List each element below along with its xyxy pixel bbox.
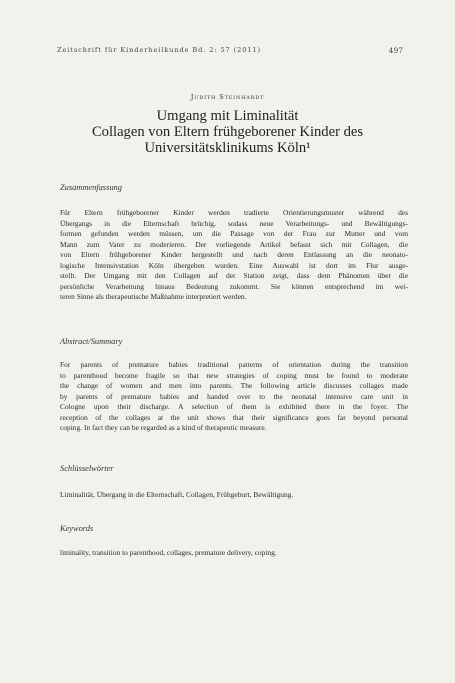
- section-heading-abstract: Abstract/Summary: [60, 337, 123, 346]
- journal-citation: Zeitschrift für Kinderheilkunde Bd. 2: 57 (2011): [57, 46, 261, 54]
- title-line: Umgang mit Liminalität: [156, 108, 299, 124]
- page-number: 497: [388, 46, 403, 55]
- text-line: coping. In fact they can be regarded as a kind of therapeutic measure.: [60, 423, 267, 433]
- text-line: von Eltern frühgeborener Kinder hergestellt und nach deren Entlassung an die neonato-: [60, 250, 408, 260]
- title-line: Collagen von Eltern frühgeborener Kinder des: [91, 124, 364, 141]
- text-line: persönliche Verarbeitung hinaus Bedeutung zukommt. Sie können entsprechend im wei-: [60, 281, 408, 291]
- section-heading-schluesselwoerter: Schlüsselwörter: [60, 464, 114, 473]
- text-line: stellt. Der Umgang mit den Collagen auf der Station zeigt, dass dem Phänomen über die: [60, 271, 408, 281]
- section-body-schluesselwoerter: [60, 490, 408, 501]
- text-line: the change of women and men into parents. The following article discusses collages made: [60, 381, 408, 391]
- text-line: Liminalität, Übergang in die Elternschaft, Collagen, Frühgeburt, Bewältigung.: [60, 490, 294, 499]
- text-line: Übergangs in die Elternschaft brüchig, sodass neue Verarbeitungs- und Bewältigungs-: [60, 218, 408, 228]
- section-body-keywords: [60, 548, 408, 559]
- text-line: logische Intensivstation Köln übergeben wurden. Eine Auswahl ist dort im Flur ausge-: [60, 260, 408, 270]
- text-line: teren Sinne als therapeutische Maßnahme interpretiert werden.: [60, 292, 247, 302]
- text-line: Cologne upon their discharge. A selection of them is exhibited there in the foyer. The: [60, 402, 408, 412]
- text-line: Mann zum Vater zu moderieren. Der vorliegende Artikel befasst sich mit Collagen, die: [60, 239, 408, 249]
- text-line: For parents of premature babies traditional patterns of orientation during the transition: [60, 360, 408, 369]
- text-line: liminality, transition to parenthood, collages, premature delivery, coping.: [60, 548, 277, 557]
- text-line: formen gefunden werden müssen, um die Passage von der Frau zur Mutter und vom: [60, 229, 408, 239]
- section-heading-zusammenfassung: Zusammenfassung: [60, 183, 122, 192]
- section-body-zusammenfassung: [60, 208, 408, 303]
- text-line: Für Eltern frühgeborener Kinder werden tradierte Orientierungsmuster während des: [60, 208, 408, 217]
- text-line: to parenthood become fragile so that new strategies of coping must be found to moderate: [60, 370, 408, 380]
- text-line: reception of the collages at the unit shows that their significance goes far beyond personal: [60, 412, 408, 422]
- author-name: Judith Steinhardt: [190, 93, 265, 101]
- article-title: [40, 108, 415, 157]
- text-line: by parents of premature babies and handed over to the neonatal intensive care unit in: [60, 391, 408, 401]
- section-body-abstract: [60, 360, 408, 434]
- running-head: [57, 46, 403, 55]
- section-heading-keywords: Keywords: [60, 524, 94, 533]
- title-line: Universitätsklinikums Köln¹: [144, 140, 311, 157]
